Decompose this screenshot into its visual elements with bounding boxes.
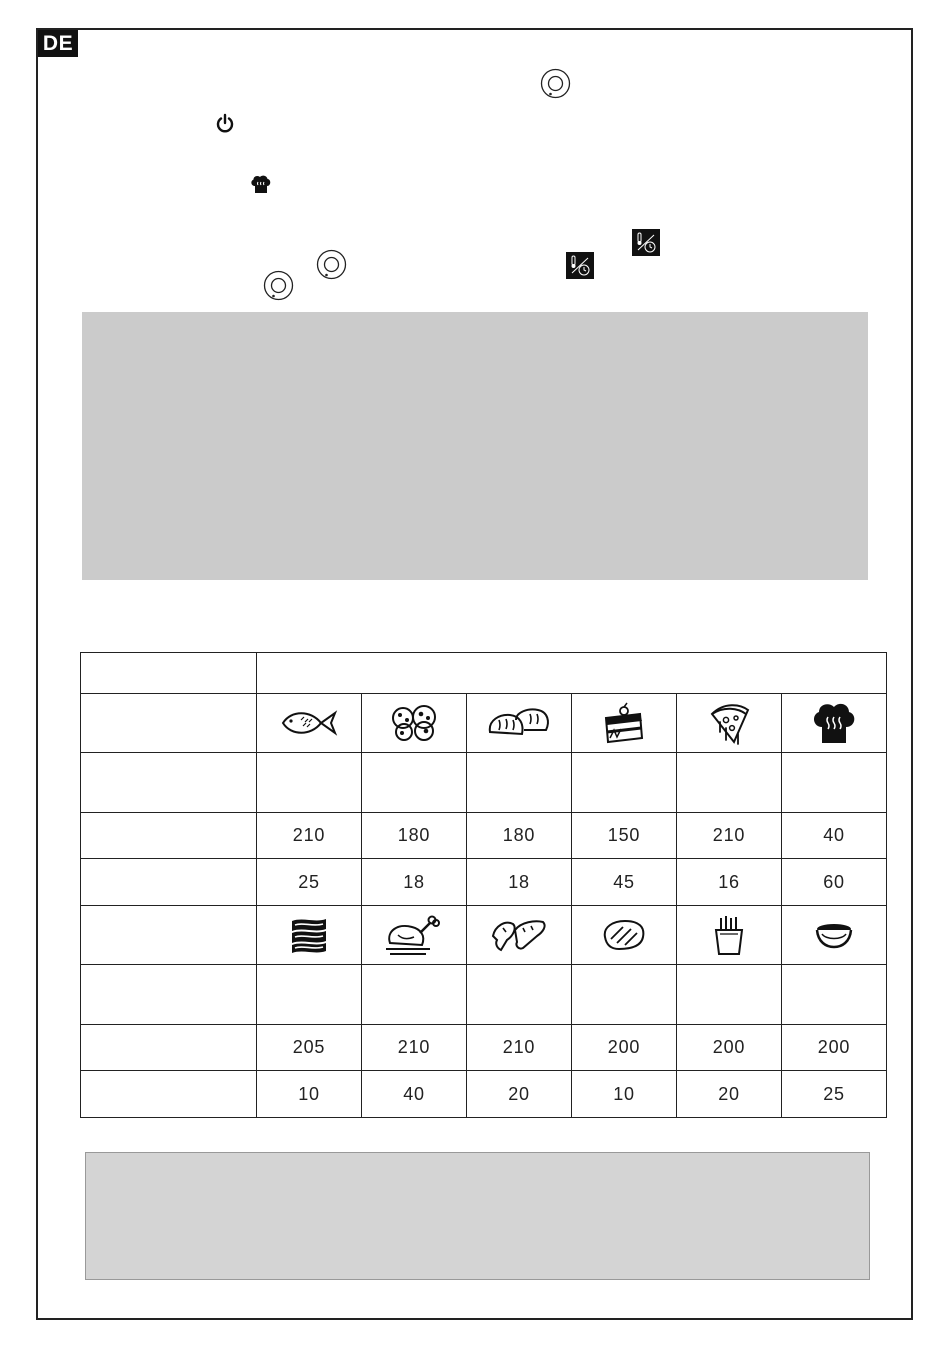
table-cell (782, 694, 887, 753)
table-cell (572, 753, 677, 813)
table-row (81, 753, 887, 813)
steak-icon (599, 917, 649, 953)
time-value: 16 (677, 859, 782, 906)
time-value: 25 (257, 859, 362, 906)
temperature-value: 200 (677, 1025, 782, 1071)
table-header-row (81, 653, 887, 694)
chef-hat-icon (250, 174, 272, 194)
time-value: 40 (362, 1071, 467, 1118)
temperature-timer-icon (632, 229, 660, 256)
table-cell (81, 813, 257, 859)
table-cell (467, 965, 572, 1025)
fish-icon (279, 706, 339, 740)
chicken-icon (384, 913, 444, 957)
table-cell (81, 859, 257, 906)
table-cell (782, 753, 887, 813)
table-cell (81, 653, 257, 694)
note-box (82, 312, 868, 580)
temperature-row (81, 1025, 887, 1071)
warning-box (85, 1152, 870, 1280)
table-cell (81, 1071, 257, 1118)
table-cell (782, 906, 887, 965)
table-cell (81, 906, 257, 965)
cake-icon (602, 702, 646, 744)
table-cell (467, 906, 572, 965)
temperature-value: 210 (257, 813, 362, 859)
temperature-timer-icon (566, 252, 594, 279)
cookies-icon (388, 704, 440, 742)
table-cell (257, 965, 362, 1025)
temperature-value: 180 (467, 813, 572, 859)
temperature-value: 150 (572, 813, 677, 859)
pizza-icon (706, 698, 752, 748)
table-cell (257, 653, 887, 694)
table-row (81, 906, 887, 965)
bowl-icon (814, 920, 854, 950)
table-cell (467, 753, 572, 813)
bacon-icon (289, 915, 329, 955)
table-cell (257, 906, 362, 965)
time-value: 25 (782, 1071, 887, 1118)
knob-icon (316, 249, 347, 280)
temperature-value: 180 (362, 813, 467, 859)
table-cell (572, 906, 677, 965)
table-cell (677, 753, 782, 813)
table-cell (81, 694, 257, 753)
bread-icon (486, 706, 552, 740)
temperature-value: 210 (467, 1025, 572, 1071)
wings-icon (489, 914, 549, 956)
table-cell (81, 753, 257, 813)
table-cell (572, 694, 677, 753)
power-icon (215, 113, 235, 133)
table-cell (81, 1025, 257, 1071)
time-value: 18 (362, 859, 467, 906)
table-cell (362, 753, 467, 813)
table-cell (572, 965, 677, 1025)
table-row (81, 694, 887, 753)
temperature-value: 210 (677, 813, 782, 859)
table-cell (257, 694, 362, 753)
table-cell (362, 906, 467, 965)
table-cell (362, 694, 467, 753)
time-value: 20 (467, 1071, 572, 1118)
fries-icon (712, 914, 746, 956)
time-row (81, 1071, 887, 1118)
table-cell (362, 965, 467, 1025)
table-cell (467, 694, 572, 753)
time-value: 18 (467, 859, 572, 906)
knob-icon (540, 68, 571, 99)
temperature-value: 210 (362, 1025, 467, 1071)
temperature-value: 200 (572, 1025, 677, 1071)
table-cell (677, 694, 782, 753)
time-row (81, 859, 887, 906)
chef-hat-icon (811, 701, 857, 745)
time-value: 10 (257, 1071, 362, 1118)
table-cell (81, 965, 257, 1025)
table-cell (257, 753, 362, 813)
table-cell (782, 965, 887, 1025)
program-table (80, 652, 887, 1118)
knob-icon (263, 270, 294, 301)
table-cell (677, 906, 782, 965)
temperature-value: 205 (257, 1025, 362, 1071)
time-value: 45 (572, 859, 677, 906)
table-cell (677, 965, 782, 1025)
time-value: 20 (677, 1071, 782, 1118)
language-badge: DE (38, 30, 78, 57)
temperature-value: 200 (782, 1025, 887, 1071)
time-value: 10 (572, 1071, 677, 1118)
time-value: 60 (782, 859, 887, 906)
temperature-value: 40 (782, 813, 887, 859)
temperature-row (81, 813, 887, 859)
table-row (81, 965, 887, 1025)
